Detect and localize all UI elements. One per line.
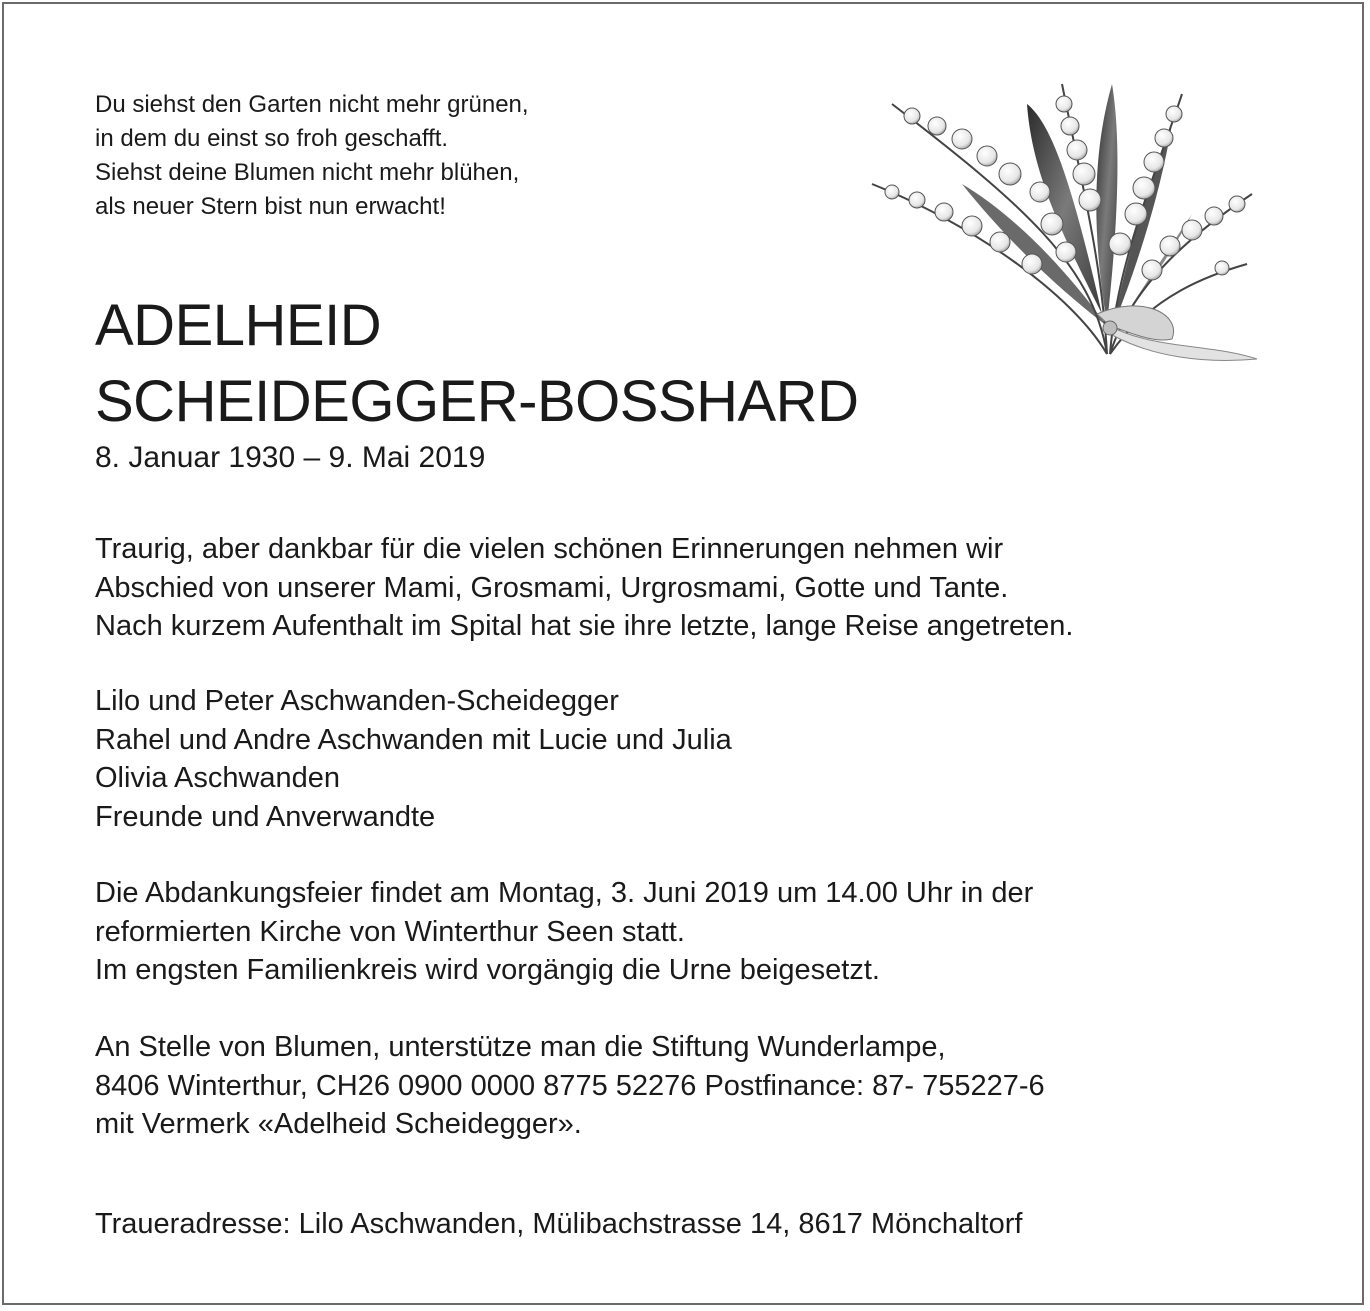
- donation-line: 8406 Winterthur, CH26 0900 0000 8775 52276 Postfinance: 87- 755227-6: [95, 1069, 1045, 1102]
- deceased-name: [95, 288, 858, 440]
- life-dates: 8. Januar 1930 – 9. Mai 2019: [95, 441, 486, 474]
- announcement-line: Abschied von unserer Mami, Grosmami, Urgrosmami, Gotte und Tante.: [95, 571, 1009, 604]
- ceremony-line: reformierten Kirche von Winterthur Seen statt.: [95, 915, 685, 948]
- mourner: Freunde und Anverwandte: [95, 800, 436, 833]
- announcement-line: Traurig, aber dankbar für die vielen schönen Erinnerungen nehmen wir: [95, 533, 1004, 565]
- mourning-address: [95, 1205, 1022, 1244]
- donation-text: [95, 1028, 1045, 1144]
- poem-line: Siehst deine Blumen nicht mehr blühen,: [95, 159, 520, 186]
- ceremony-line: Die Abdankungsfeier findet am Montag, 3. Juni 2019 um 14.00 Uhr in der: [95, 877, 1034, 909]
- lily-of-the-valley-bouquet-icon: [852, 64, 1262, 364]
- mourner: Lilo und Peter Aschwanden-Scheidegger: [95, 685, 619, 717]
- mourner: Olivia Aschwanden: [95, 762, 341, 794]
- announcement-line: Nach kurzem Aufenthalt im Spital hat sie ihre letzte, lange Reise angetreten.: [95, 610, 1074, 642]
- ceremony-text: [95, 874, 1033, 990]
- ceremony-line: Im engsten Familienkreis wird vorgängig die Urne beigesetzt.: [95, 954, 880, 986]
- mourner: Rahel und Andre Aschwanden mit Lucie und Julia: [95, 723, 732, 756]
- deceased-last-name: SCHEIDEGGER-BOSSHARD: [95, 369, 859, 434]
- poem-line: in dem du einst so froh geschafft.: [95, 125, 449, 152]
- announcement-text: [95, 530, 1073, 646]
- donation-line: An Stelle von Blumen, unterstütze man die Stiftung Wunderlampe,: [95, 1031, 946, 1063]
- mourners-list: [95, 682, 732, 836]
- deceased-first-name: ADELHEID: [95, 293, 382, 358]
- poem: [95, 88, 529, 224]
- donation-line: mit Vermerk «Adelheid Scheidegger».: [95, 1108, 582, 1140]
- poem-line: Du siehst den Garten nicht mehr grünen,: [95, 91, 529, 118]
- mourning-address-line: Traueradresse: Lilo Aschwanden, Mülibachstrasse 14, 8617 Mönchaltorf: [95, 1208, 1023, 1240]
- poem-line: als neuer Stern bist nun erwacht!: [95, 193, 446, 220]
